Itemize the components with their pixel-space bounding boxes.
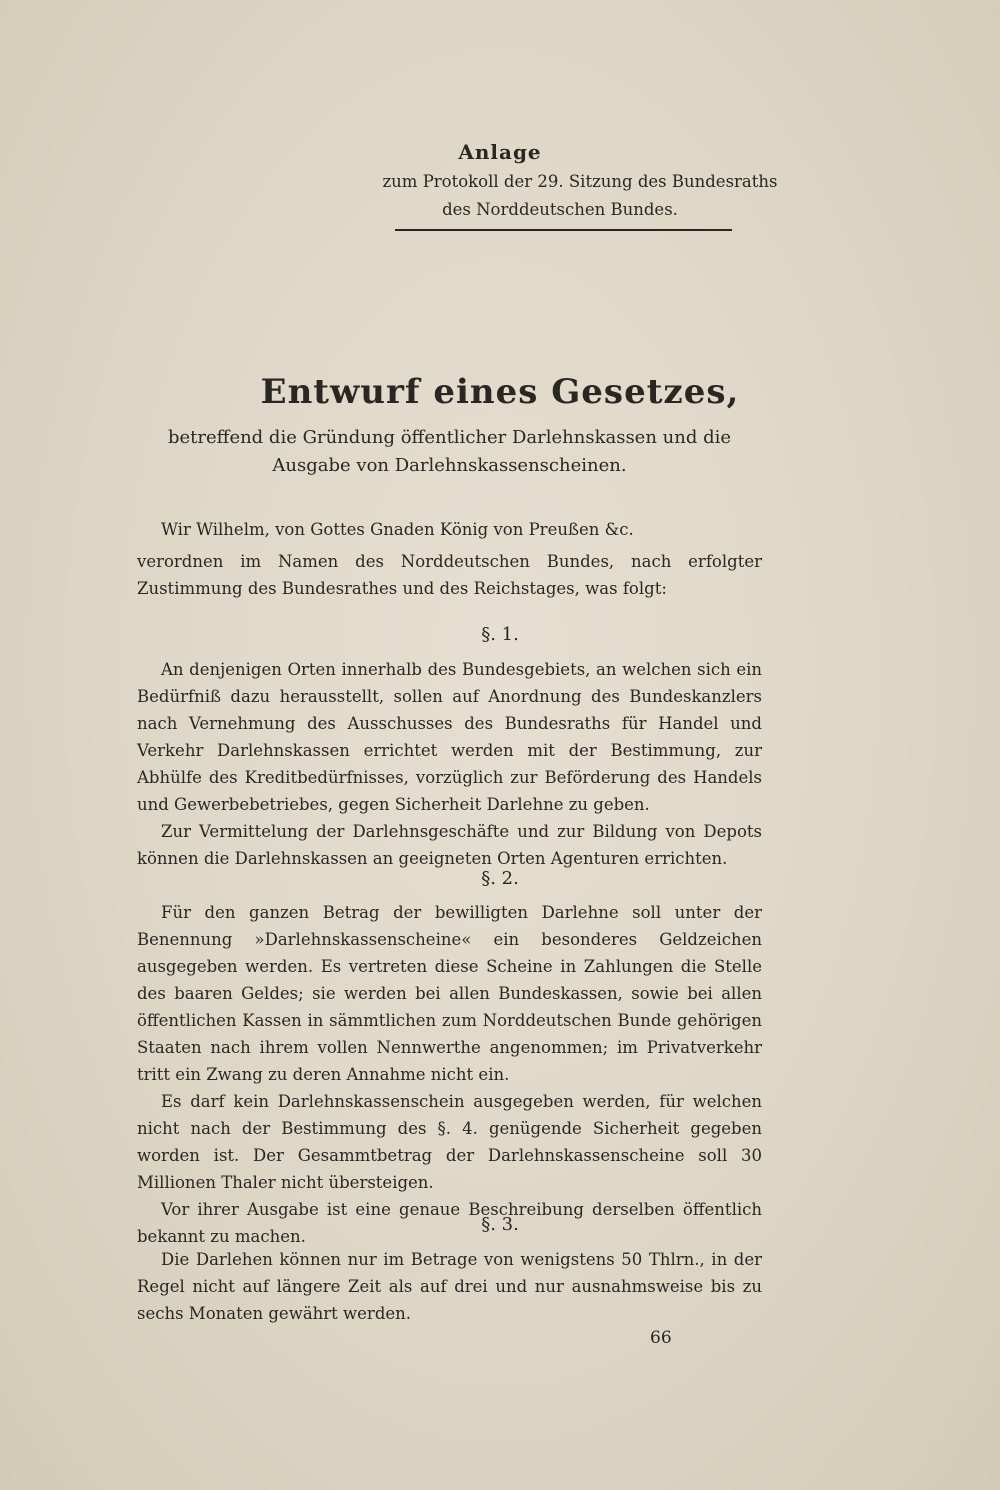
section-2-paragraph: Für den ganzen Betrag der bewilligten Darlehne soll unter der Benennung »Darlehnskassenscheine« ein besonderes Geldzeichen ausgegeben werden. Es vertreten diese Scheine in Zahlungen die Stelle des baaren Geldes; sie werden bei allen Bundeskassen, sowie bei allen öffentlichen Kassen in sämmtlichen zum Norddeutschen Bunde gehörigen Staaten nach ihrem vollen Nennwerthe angenommen; im Privatverkehr tritt ein Zwang zu deren Annahme nicht ein. [137,903,762,1084]
section-2-heading: §. 2. [481,868,519,889]
header-rule [395,229,732,231]
header-title: Anlage [458,140,542,164]
section-1-paragraph: Zur Vermittelung der Darlehnsgeschäfte und zur Bildung von Depots können die Darlehnskassen an geeigneten Orten Agenturen errichten. [137,822,762,868]
section-2-paragraph: Vor ihrer Ausgabe ist eine genaue Beschreibung derselben öffentlich bekannt zu machen. [137,1200,762,1246]
header-federation-line: des Norddeutschen Bundes. [442,200,678,219]
section-3-body [137,1246,762,1327]
section-2-body [137,899,762,1250]
document-title: Entwurf eines Gesetzes, [260,372,740,412]
section-1-heading: §. 1. [481,624,519,645]
section-2-paragraph: Es darf kein Darlehnskassenschein ausgegeben werden, für welchen nicht nach der Bestimmung des §. 4. genügende Sicherheit gegeben worden ist. Der Gesammtbetrag der Darlehnskassenscheine soll 30 Millionen Thaler nicht übersteigen. [137,1092,762,1192]
preamble-enactment: verordnen im Namen des Norddeutschen Bundes, nach erfolgter Zustimmung des Bundesrathes und des Reichstages, was folgt: [137,552,762,598]
preamble-opening: Wir Wilhelm, von Gottes Gnaden König von Preußen &c. [161,520,634,539]
section-1-body [137,656,762,872]
preamble [137,516,762,602]
document-subtitle: betreffend die Gründung öffentlicher Darlehnskassen und die Ausgabe von Darlehnskassenscheinen. [167,427,732,476]
header-protocol-line: zum Protokoll der 29. Sitzung des Bundesraths [382,172,778,191]
page-number: 66 [650,1328,672,1348]
section-1-paragraph: An denjenigen Orten innerhalb des Bundesgebiets, an welchen sich ein Bedürfniß dazu herausstellt, sollen auf Anordnung des Bundeskanzlers nach Vernehmung des Ausschusses des Bundesraths für Handel und Verkehr Darlehnskassen errichtet werden mit der Bestimmung, zur Abhülfe des Kreditbedürfnisses, vorzüglich zur Beförderung des Handels und Gewerbebetriebes, gegen Sicherheit Darlehne zu geben. [137,660,762,814]
section-3-heading: §. 3. [481,1214,519,1235]
section-3-paragraph: Die Darlehen können nur im Betrage von wenigstens 50 Thlrn., in der Regel nicht auf längere Zeit als auf drei und nur ausnahmsweise bis zu sechs Monaten gewährt werden. [137,1250,762,1323]
